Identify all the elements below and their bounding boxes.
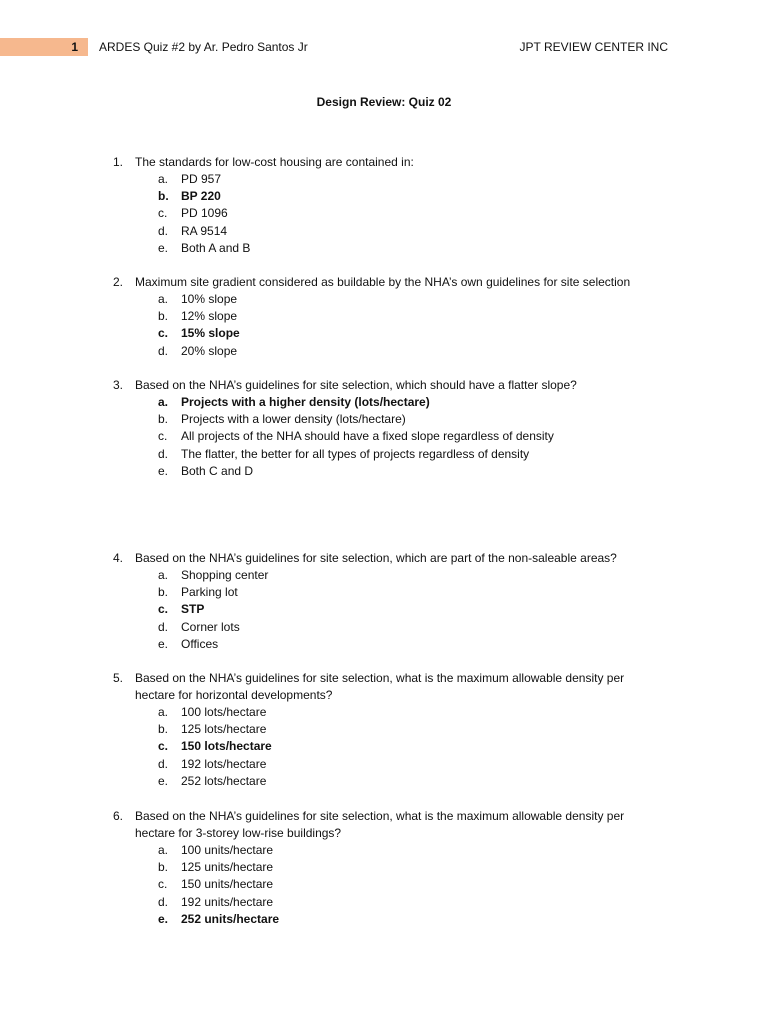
option-letter: c. [158,326,169,341]
option-text: 150 lots/hectare [181,739,272,754]
option-text: 15% slope [181,326,240,341]
answer-option [0,188,768,205]
option-text: 100 lots/hectare [181,705,267,719]
option-letter: e. [158,463,169,478]
question-text: Based on the NHA’s guidelines for site selection, which should have a flatter slope? [135,378,577,392]
option-letter: a. [158,568,169,582]
option-text: 20% slope [181,343,238,358]
option-text: Both C and D [181,463,254,478]
option-letter: d. [158,446,169,461]
option-letter: d. [158,756,169,771]
option-text: 10% slope [181,292,238,306]
option-letter: b. [158,309,169,324]
answer-option [0,308,768,325]
option-text: RA 9514 [181,223,228,238]
answer-option [0,223,768,240]
option-letter: c. [158,429,168,444]
option-text: Both A and B [181,240,251,255]
answer-option [0,205,768,222]
answer-option [0,343,768,360]
option-text: Shopping center [181,568,269,582]
option-text: PD 1096 [181,206,228,221]
answer-option [0,619,768,636]
option-letter: b. [158,189,169,204]
question-text: Based on the NHA’s guidelines for site selection, what is the maximum allowable density per hectare for horizontal developments? [135,671,625,703]
option-text: 125 units/hectare [181,860,274,875]
answer-option [0,411,768,428]
option-letter: c. [158,739,169,754]
option-letter: d. [158,619,169,634]
option-text: BP 220 [181,189,221,204]
option-text: 192 lots/hectare [181,756,267,771]
question-number: 4. [113,551,124,565]
option-text: STP [181,602,205,617]
option-text: 252 lots/hectare [181,773,267,788]
answer-option [0,240,768,257]
answer-option [0,876,768,893]
option-letter: e. [158,773,169,788]
answer-option [0,859,768,876]
option-letter: d. [158,223,169,238]
answer-option [0,894,768,911]
option-letter: e. [158,636,169,651]
question-text: Based on the NHA’s guidelines for site selection, what is the maximum allowable density per hectare for 3-storey low-rise buildings? [135,809,625,841]
answer-option [0,601,768,618]
answer-option [0,463,768,480]
option-text: All projects of the NHA should have a fixed slope regardless of density [181,429,554,444]
page-number-badge: 1 [0,38,88,56]
answer-option [0,721,768,738]
option-letter: c. [158,877,168,892]
option-letter: d. [158,343,169,358]
option-text: Projects with a higher density (lots/hectare) [181,395,430,409]
answer-option [0,773,768,790]
answer-option [0,291,768,308]
option-letter: e. [158,911,169,926]
option-letter: b. [158,860,169,875]
option-letter: b. [158,722,169,737]
option-text: Corner lots [181,619,240,634]
company-name: JPT REVIEW CENTER INC [519,40,668,54]
question-number: 2. [113,275,124,289]
option-text: Projects with a lower density (lots/hectare) [181,412,406,427]
answer-option [0,704,768,721]
option-letter: b. [158,412,169,427]
option-text: 150 units/hectare [181,877,274,892]
option-text: 252 units/hectare [181,911,280,926]
option-letter: a. [158,705,169,719]
option-letter: d. [158,894,169,909]
option-letter: e. [158,240,169,255]
question-number: 1. [113,155,124,169]
question-number: 5. [113,671,124,685]
answer-option [0,325,768,342]
option-letter: a. [158,395,169,409]
option-letter: a. [158,292,169,306]
answer-option [0,584,768,601]
answer-option [0,636,768,653]
option-text: 192 units/hectare [181,894,274,909]
question-text: Maximum site gradient considered as buildable by the NHA’s own guidelines for site selection [135,275,631,289]
answer-option [0,171,768,188]
option-letter: c. [158,206,168,221]
answer-option [0,567,768,584]
answer-option [0,842,768,859]
answer-option [0,394,768,411]
question-text: Based on the NHA’s guidelines for site selection, which are part of the non-saleable areas? [135,551,617,565]
option-text: 100 units/hectare [181,843,274,857]
quiz-title: Design Review: Quiz 02 [316,95,452,109]
question-number: 6. [113,809,124,823]
question-text: The standards for low-cost housing are contained in: [135,155,414,169]
option-text: 12% slope [181,309,238,324]
option-text: Offices [181,636,219,651]
option-text: The flatter, the better for all types of projects regardless of density [181,446,530,461]
question-number: 3. [113,378,124,392]
answer-option [0,756,768,773]
document-title: ARDES Quiz #2 by Ar. Pedro Santos Jr [99,40,308,54]
option-text: 125 lots/hectare [181,722,267,737]
answer-option [0,911,768,928]
option-letter: a. [158,843,169,857]
option-letter: b. [158,585,169,600]
option-text: Parking lot [181,585,238,600]
answer-option [0,738,768,755]
option-letter: a. [158,172,169,186]
option-letter: c. [158,602,169,617]
answer-option [0,428,768,445]
answer-option [0,446,768,463]
option-text: PD 957 [181,172,222,186]
page-header [0,38,768,56]
